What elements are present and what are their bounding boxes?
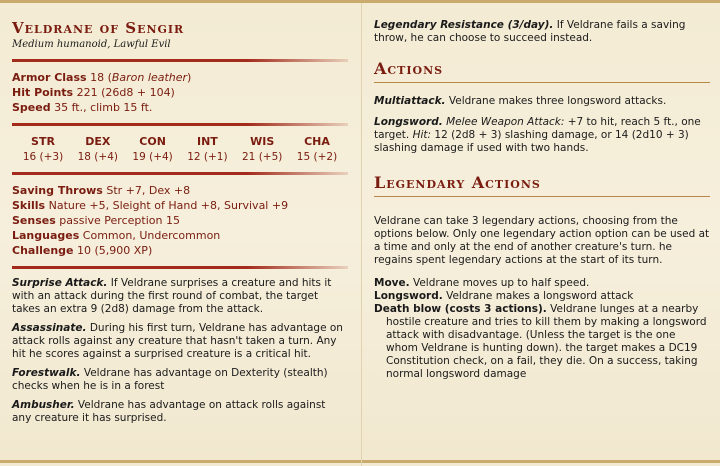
action-name: Longsword.	[374, 116, 443, 128]
languages-value: Common, Undercommon	[82, 229, 221, 242]
challenge	[12, 243, 348, 258]
legendary-actions-heading: Legendary Actions	[374, 173, 710, 197]
legendary-move	[374, 277, 710, 290]
ability-value: 21 (+5)	[242, 151, 283, 163]
trait-text: During his first turn, Veldrane has advantage on attack rolls against any creature that hasn't taken a turn. Any hit he scores against a surprised creature is a critical hit.	[12, 322, 343, 360]
armor-class-armor: Baron leather	[111, 71, 188, 84]
armor-class	[12, 70, 348, 85]
speed-label: Speed	[12, 101, 51, 114]
languages-label: Languages	[12, 229, 80, 242]
trait-name: Ambusher.	[12, 399, 75, 411]
trait-surprise-attack	[12, 277, 348, 316]
trait-text: If Veldrane surprises a creature and hits it with an attack during the first round of combat, the target takes an extra 9 (2d8) damage from the attack.	[12, 277, 332, 315]
legendary-action-text: Veldrane makes a longsword attack	[446, 290, 634, 302]
action-name: Multiattack.	[374, 95, 446, 107]
legendary-action-name: Longsword.	[374, 290, 443, 302]
ability-con	[128, 134, 178, 164]
ability-name: CHA	[304, 135, 330, 148]
legendary-longsword	[374, 290, 710, 303]
speed-value: 35 ft., climb 15 ft.	[54, 101, 153, 114]
left-column	[12, 19, 348, 431]
languages	[12, 228, 348, 243]
challenge-label: Challenge	[12, 244, 74, 257]
ability-value: 15 (+2)	[296, 151, 338, 163]
speed	[12, 100, 348, 115]
ability-name: STR	[31, 135, 55, 148]
ability-cha	[292, 134, 342, 164]
divider-rule	[12, 59, 348, 62]
ability-name: INT	[196, 135, 218, 148]
legendary-action-name: Move.	[374, 277, 410, 289]
action-hit-label: Hit:	[412, 129, 432, 141]
trait-name: Legendary Resistance (3/day).	[374, 19, 554, 31]
armor-class-close: )	[187, 71, 192, 84]
saving-throws-value: Str +7, Dex +8	[106, 184, 191, 197]
ability-wis	[237, 134, 287, 164]
actions-heading: Actions	[374, 59, 710, 83]
trait-name: Assassinate.	[12, 322, 87, 334]
senses	[12, 213, 348, 228]
action-text: 12 (2d8 + 3) slashing damage, or 14 (2d10 + 3) slashing damage if used with two hands.	[374, 129, 689, 154]
ability-value: 19 (+4)	[132, 151, 173, 163]
divider-rule	[12, 172, 348, 175]
armor-class-label: Armor Class	[12, 71, 87, 84]
creature-subtitle: Medium humanoid, Lawful Evil	[12, 39, 171, 50]
ability-name: DEX	[85, 135, 111, 148]
legendary-action-text: Veldrane moves up to half speed.	[412, 277, 590, 289]
divider-rule	[12, 123, 348, 126]
trait-text: Veldrane has advantage on Dexterity (stealth) checks when he is in a forest	[12, 367, 328, 392]
trait-legendary-resistance	[374, 19, 710, 45]
creature-name: Veldrane of Sengir	[12, 19, 185, 37]
legendary-death-blow	[374, 303, 710, 381]
trait-ambusher	[12, 399, 348, 425]
armor-class-value: 18 (	[90, 71, 112, 84]
ability-name: WIS	[250, 135, 275, 148]
ability-str	[18, 134, 68, 164]
senses-label: Senses	[12, 214, 56, 227]
action-longsword	[374, 116, 710, 155]
legendary-intro: Veldrane can take 3 legendary actions, choosing from the options below. Only one legendary action option can be used at a time and only at the end of another creature's turn. he regains spent legendary actions at the start of its turn.	[374, 215, 710, 266]
hit-points-label: Hit Points	[12, 86, 74, 99]
saving-throws	[12, 183, 348, 198]
trait-name: Forestwalk.	[12, 367, 81, 379]
senses-value: passive Perception 15	[59, 214, 180, 227]
action-attack-type: Melee Weapon Attack:	[446, 116, 565, 128]
legendary-action-text: Veldrane lunges at a nearby hostile creature and tries to kill them by making a longsword attack with disadvantage. (Unless the target is the one whom Veldrane is hunting down). the target makes a DC19 Constitution check, on a fail, they die. On a success, taking normal longsword damage	[386, 303, 707, 380]
action-multiattack	[374, 95, 710, 108]
action-text: Veldrane makes three longsword attacks.	[448, 95, 667, 107]
skills-value: Nature +5, Sleight of Hand +8, Survival +9	[48, 199, 289, 212]
trait-text: If Veldrane fails a saving throw, he can choose to succeed instead.	[374, 19, 686, 44]
ability-dex	[73, 134, 123, 164]
ability-value: 12 (+1)	[187, 151, 228, 163]
divider-rule	[12, 266, 348, 269]
skills-label: Skills	[12, 199, 46, 212]
trait-name: Surprise Attack.	[12, 277, 108, 289]
hit-points	[12, 85, 348, 100]
saving-throws-label: Saving Throws	[12, 184, 103, 197]
challenge-value: 10 (5,900 XP)	[77, 244, 153, 257]
ability-scores	[12, 134, 348, 164]
trait-forestwalk	[12, 367, 348, 393]
ability-value: 18 (+4)	[77, 151, 118, 163]
trait-text: Veldrane has advantage on attack rolls against any creature it has surprised.	[12, 399, 326, 424]
legendary-action-name: Death blow (costs 3 actions).	[374, 303, 547, 315]
ability-name: CON	[139, 135, 166, 148]
skills	[12, 198, 348, 213]
action-text: +7 to hit, reach 5 ft., one target.	[374, 116, 701, 141]
column-divider	[361, 3, 362, 466]
ability-value: 16 (+3)	[22, 151, 64, 163]
ability-int	[182, 134, 232, 164]
trait-assassinate	[12, 322, 348, 361]
right-column	[374, 19, 710, 381]
hit-points-value: 221 (26d8 + 104)	[76, 86, 175, 99]
